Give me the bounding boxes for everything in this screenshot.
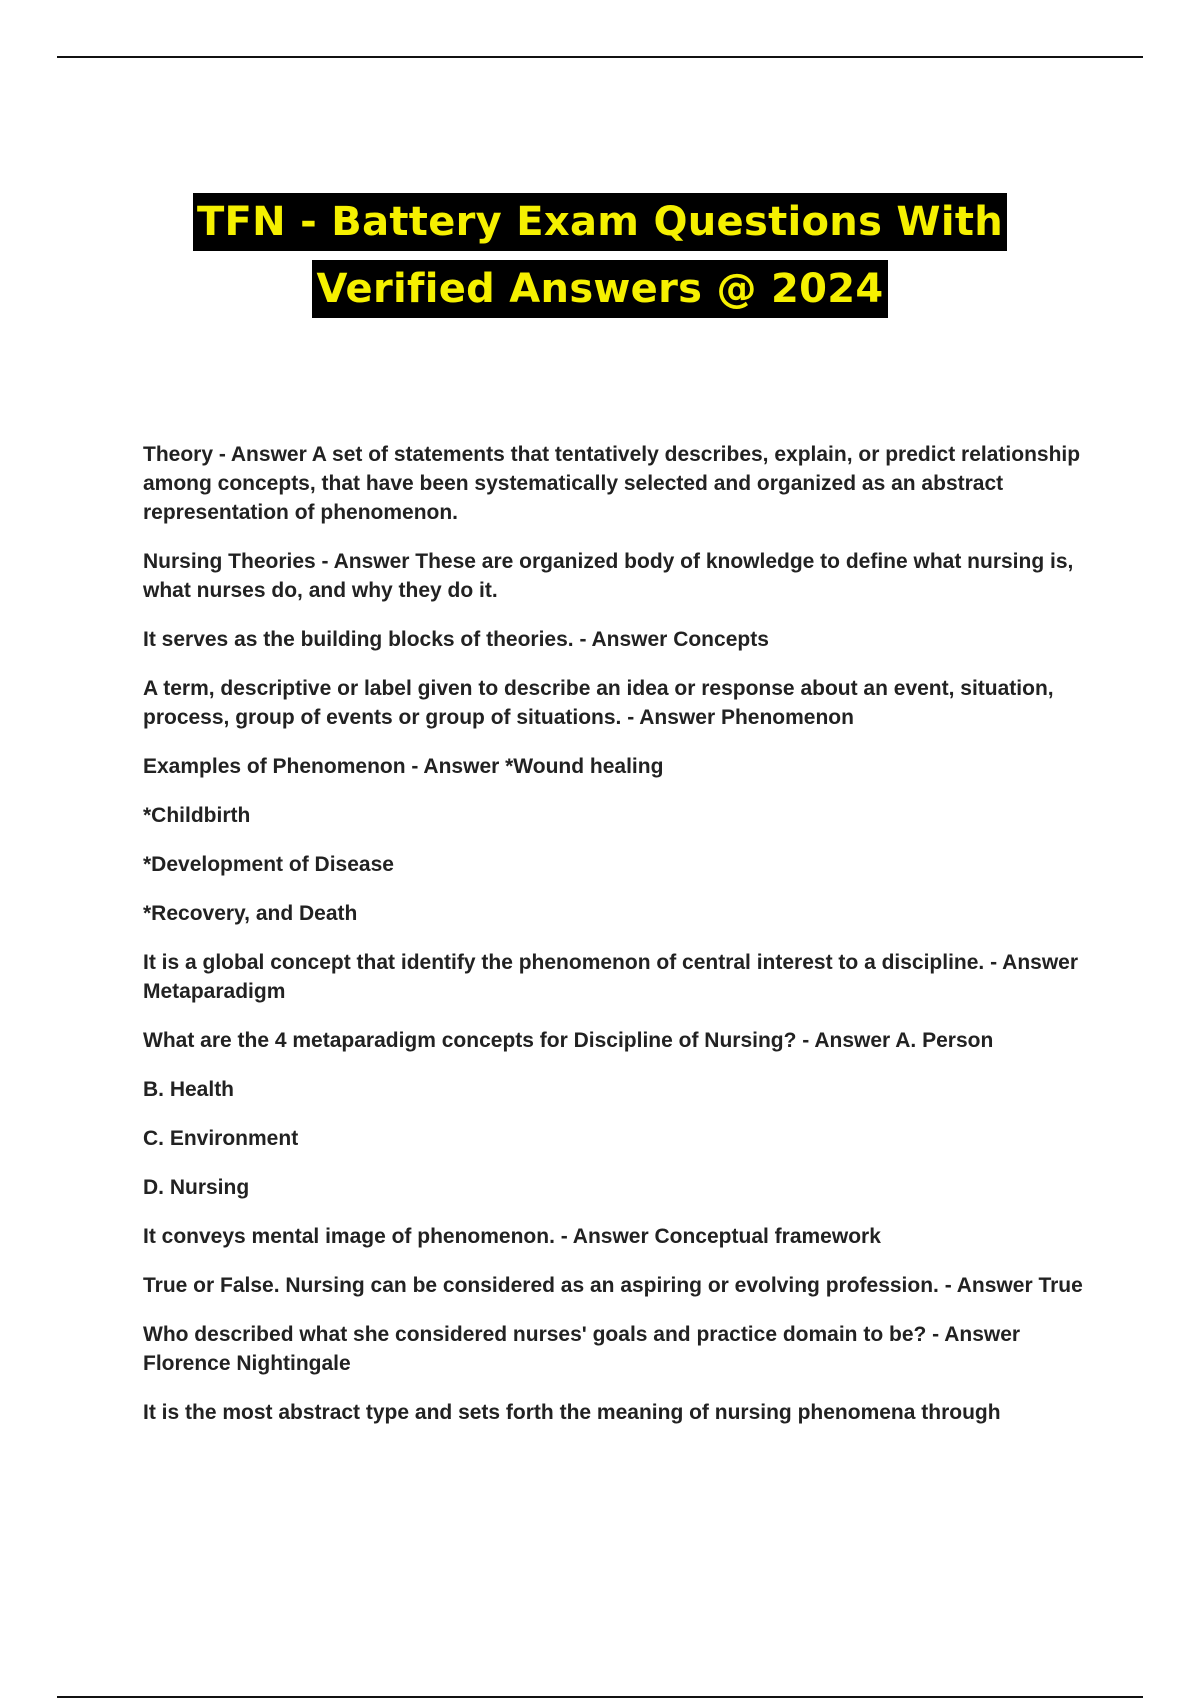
paragraph-theory: Theory - Answer A set of statements that tentatively describes, explain, or predict relationship among concepts, that have been systematically selected and organized as an abstract representation of phenomenon.: [143, 443, 1081, 524]
document-body: [143, 440, 1103, 1447]
paragraph-phenomenon: A term, descriptive or label given to describe an idea or response about an event, situation, process, group of events or group of situations. - Answer Phenomenon: [143, 677, 1054, 729]
paragraph-nursing-theories: Nursing Theories - Answer These are organized body of knowledge to define what nursing is, what nurses do, and why they do it.: [143, 550, 1074, 602]
paragraph-metaparadigm-concepts: What are the 4 metaparadigm concepts for Discipline of Nursing? - Answer A. Person: [143, 1029, 994, 1052]
paragraph-nightingale: Who described what she considered nurses' goals and practice domain to be? - Answer Florence Nightingale: [143, 1323, 1021, 1375]
paragraph-true-false: True or False. Nursing can be considered as an aspiring or evolving profession. - Answer True: [143, 1274, 1083, 1297]
paragraph-childbirth: *Childbirth: [143, 804, 251, 827]
paragraph-environment: C. Environment: [143, 1127, 299, 1150]
paragraph-recovery-death: *Recovery, and Death: [143, 902, 358, 925]
paragraph-nursing: D. Nursing: [143, 1176, 250, 1199]
paragraph-metaparadigm: It is a global concept that identify the phenomenon of central interest to a discipline. - Answer Metaparadigm: [143, 951, 1079, 1003]
paragraph-concepts: It serves as the building blocks of theories. - Answer Concepts: [143, 628, 769, 651]
paragraph-abstract-type: It is the most abstract type and sets forth the meaning of nursing phenomena through: [143, 1401, 1001, 1424]
top-rule: [57, 56, 1143, 58]
paragraph-examples-phenomenon: Examples of Phenomenon - Answer *Wound healing: [143, 755, 664, 778]
document-title: [0, 190, 1200, 324]
title-line-1: TFN - Battery Exam Questions With: [193, 193, 1007, 251]
paragraph-development-disease: *Development of Disease: [143, 853, 394, 876]
paragraph-conceptual-framework: It conveys mental image of phenomenon. - Answer Conceptual framework: [143, 1225, 881, 1248]
title-line-2: Verified Answers @ 2024: [312, 260, 887, 318]
bottom-rule: [57, 1696, 1143, 1698]
paragraph-health: B. Health: [143, 1078, 235, 1101]
